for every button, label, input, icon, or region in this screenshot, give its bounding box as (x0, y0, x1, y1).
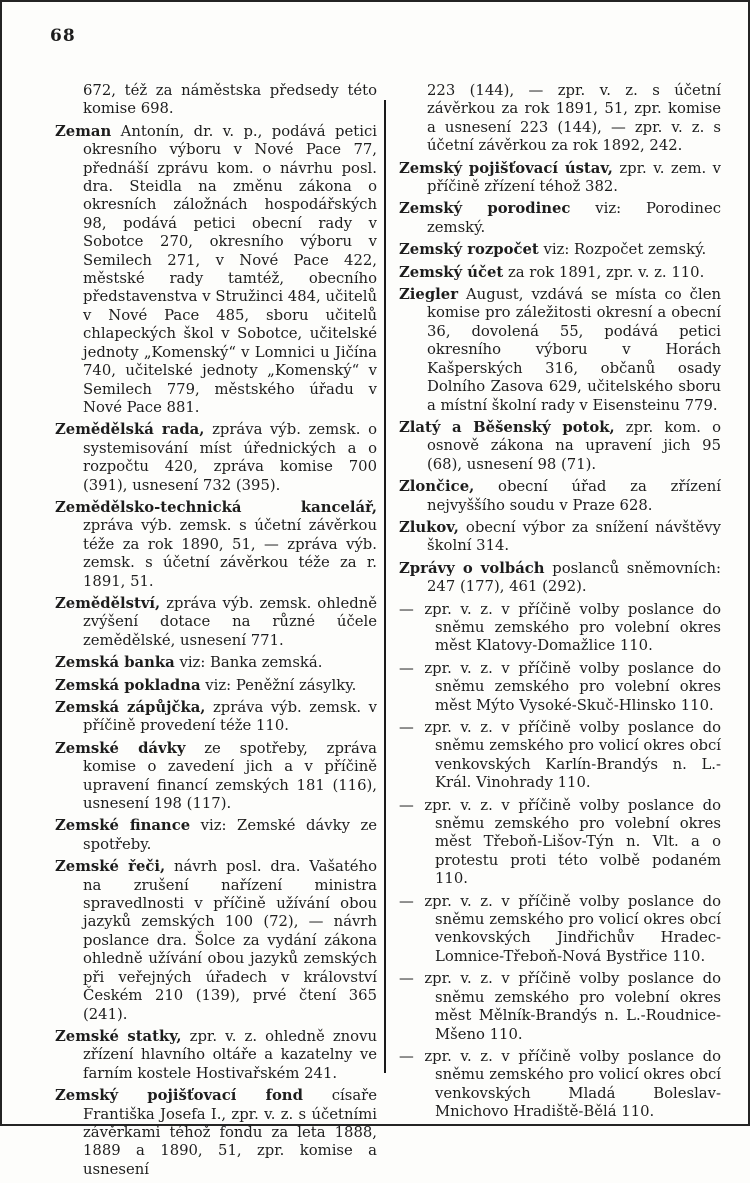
index-entry-dash (399, 797, 721, 889)
index-entry (399, 264, 721, 282)
index-entry (55, 817, 377, 854)
index-entry-continuation (55, 82, 377, 119)
index-entry (55, 1028, 377, 1083)
entry-headword: Zlončice, (399, 478, 475, 496)
right-column (399, 82, 721, 1126)
entry-text: viz: Banka zemská. (179, 654, 323, 672)
entry-headword: Zemské statky, (55, 1027, 182, 1045)
entry-headword: Zlatý a Běšenský potok, (399, 418, 615, 436)
index-entry (399, 241, 721, 259)
index-entry (55, 677, 377, 695)
dash-marker: — (399, 796, 414, 814)
entry-text: August, vzdává se místa co člen komise pro záležitosti okresní a obecní 36, dovolená 55, podává petici okresního výboru v Horách Kašperských 316, občanů osady Dolního Zasova 629, učitelského sboru a místní školní rady v Eisensteinu 779. (427, 286, 721, 414)
index-entry (55, 123, 377, 418)
entry-headword: Ziegler (399, 286, 459, 304)
entry-text: zpr. v. z. v příčině volby poslance do sněmu zemského pro volební okres měst Mělník-Brandýs n. L.-Roudnice-Mšeno 110. (424, 970, 721, 1043)
entry-text: císaře Františka Josefa I., zpr. v. z. s účetními závěrkami téhož fondu za leta 1888, 1889 a 1890, 51, zpr. komise a usnesení (83, 1087, 377, 1178)
index-entry-dash (399, 893, 721, 967)
entry-text: viz: Porodinec zemský. (427, 200, 721, 236)
entry-headword: Zprávy o volbách (399, 559, 545, 577)
index-entry-dash (399, 970, 721, 1044)
entry-text: zpráva výb. zemsk. v příčině provedení téže 110. (83, 699, 377, 735)
entry-headword: Zemské řeči, (55, 858, 166, 876)
entry-text: zpr. v. z. v příčině volby poslance do sněmu zemského pro volicí okres obcí venkovských Karlín-Brandýs n. L.-Král. Vinohrady 110. (424, 719, 721, 792)
page-number: 68 (50, 26, 76, 46)
index-entry (55, 654, 377, 672)
index-entry (399, 419, 721, 474)
entry-text: poslanců sněmovních: 247 (177), 461 (292). (427, 559, 721, 596)
dash-marker: — (399, 970, 414, 988)
dash-marker: — (399, 600, 414, 618)
left-column (55, 82, 377, 1183)
entry-text: za rok 1891, zpr. v. z. 110. (507, 263, 705, 281)
entry-headword: Zemský pojišťovací fond (55, 1087, 303, 1105)
entry-headword: Zemská pokladna (55, 676, 201, 694)
index-entry (55, 1087, 377, 1179)
index-entry-dash (399, 1048, 721, 1122)
entry-text: zpr. kom. o osnově zákona na upravení jich 95 (68), usnesení 98 (71). (427, 418, 721, 473)
entry-headword: Zemská banka (55, 654, 175, 672)
entry-text: Antonín, dr. v. p., podává petici okresního výboru v Nové Pace 77, přednáší zprávu kom. o návrhu posl. dra. Steidla na změnu zákona o okresních záložnách hospodářských 98, podává petici obecní rady v Sobotce 270, okresního výboru v Semilech 271, v Nové Pace 422, městské rady tamtéž, obecního představenstva v Stružinci 484, učitelů v Nové Pace 485, sboru učitelů chlapeckých škol v Sobotce, učitelské jednoty „Komenský“ v Lomnici u Jičína 740, učitelské jednoty „Komenský“ v Semilech 779, městského úřadu v Nové Pace 881. (83, 122, 377, 416)
index-entry (399, 478, 721, 515)
dash-marker: — (399, 1047, 414, 1065)
index-entry-continuation (399, 82, 721, 156)
dash-marker: — (399, 659, 414, 677)
index-entry (399, 560, 721, 597)
dash-marker: — (399, 892, 414, 910)
entry-text: zpr. v. z. v příčině volby poslance do sněmu zemského pro volební okres měst Klatovy-Domažlice 110. (424, 600, 721, 655)
entry-text: 672, též za náměstska předsedy této komise 698. (83, 82, 377, 118)
entry-text: zpr. v. z. v příčině volby poslance do sněmu zemského pro volební okres měst Mýto Vysoké-Skuč-Hlinsko 110. (424, 659, 721, 714)
entry-headword: Zemědělství, (55, 594, 161, 612)
index-entry-dash (399, 660, 721, 715)
entry-text: zpráva výb. zemsk. o systemisování míst úřednických a o rozpočtu 420, zpráva komise 700 (391), usnesení 732 (395). (83, 421, 377, 494)
entry-text: zpr. v. z. ohledně znovu zřízení hlavního oltáře a kazatelny ve farním kostele Hostivařském 241. (83, 1027, 377, 1082)
index-entry (399, 519, 721, 556)
entry-text: viz: Rozpočet zemský. (543, 241, 707, 259)
index-entry-dash (399, 601, 721, 656)
index-entry (55, 740, 377, 814)
index-entry (55, 421, 377, 495)
entry-text: obecní výbor za snížení návštěvy školní 314. (427, 518, 721, 555)
entry-text: zpr. v. z. v příčině volby poslance do sněmu zemského pro volební okres měst Třeboň-Lišov-Týn n. Vlt. a o protestu proti této volbě podaném 110. (424, 796, 721, 888)
entry-headword: Zemědělsko-technická kancelář, (55, 498, 377, 516)
entry-text: zpr. v. z. v příčině volby poslance do sněmu zemského pro volicí okres obcí venkovských Jindřichův Hradec-Lomnice-Třeboň-Nová Bystřice 110. (424, 892, 721, 965)
entry-text: viz: Zemské dávky ze spotřeby. (83, 817, 377, 853)
entry-text: 223 (144), — zpr. v. z. s účetní závěrkou za rok 1891, 51, zpr. komise a usnesení 223 (144), — zpr. v. z. s účetní závěrkou za rok 1892, 242. (427, 82, 721, 155)
entry-headword: Zemské finance (55, 817, 191, 835)
entry-text: zpr. v. zem. v příčině zřízení téhož 382. (427, 159, 721, 196)
index-entry (399, 286, 721, 415)
entry-headword: Zeman (55, 122, 112, 140)
index-entry (55, 699, 377, 736)
index-entry (55, 595, 377, 650)
entry-text: zpráva výb. zemsk. s účetní závěrkou téže za rok 1890, 51, — zpráva výb. zemsk. s účetní závěrkou téže za r. 1891, 51. (83, 517, 377, 590)
entry-text: zpr. v. z. v příčině volby poslance do sněmu zemského pro volicí okres obcí venkovských Mladá Boleslav-Mnichovo Hradiště-Bělá 110. (424, 1047, 721, 1121)
entry-headword: Zemská zápůjčka, (55, 699, 206, 716)
index-entry (55, 499, 377, 591)
entry-text: obecní úřad za zřízení nejvyššího soudu v Praze 628. (427, 478, 721, 514)
entry-text: návrh posl. dra. Vašatého na zrušení nařízení ministra spravedlnosti v příčině užívání obou jazyků zemských 100 (72), — návrh poslance dra. Šolce za vydání zákona ohledně užívání obou jazyků zemských při veřejných úřadech v království Českém 210 (139), prvé čtení 365 (241). (83, 858, 377, 1023)
index-entry (399, 160, 721, 197)
entry-headword: Zlukov, (399, 518, 459, 536)
column-divider (384, 100, 386, 1073)
index-entry-dash (399, 719, 721, 793)
entry-text: viz: Peněžní zásylky. (205, 676, 357, 694)
index-entry (399, 200, 721, 237)
dash-marker: — (399, 719, 414, 736)
entry-text: zpráva výb. zemsk. ohledně zvýšení dotace na různé účele zemědělské, usnesení 771. (83, 594, 377, 649)
entry-headword: Zemské dávky (55, 739, 186, 757)
entry-text: ze spotřeby, zpráva komise o zavedení jich a v příčině upravení financí zemských 181 (116), usnesení 198 (117). (83, 739, 377, 813)
entry-headword: Zemský účet (399, 263, 504, 281)
entry-headword: Zemský porodinec (399, 200, 571, 218)
entry-headword: Zemědělská rada, (55, 421, 205, 439)
entry-headword: Zemský rozpočet (399, 241, 539, 259)
entry-headword: Zemský pojišťovací ústav, (399, 159, 613, 177)
index-entry (55, 858, 377, 1024)
